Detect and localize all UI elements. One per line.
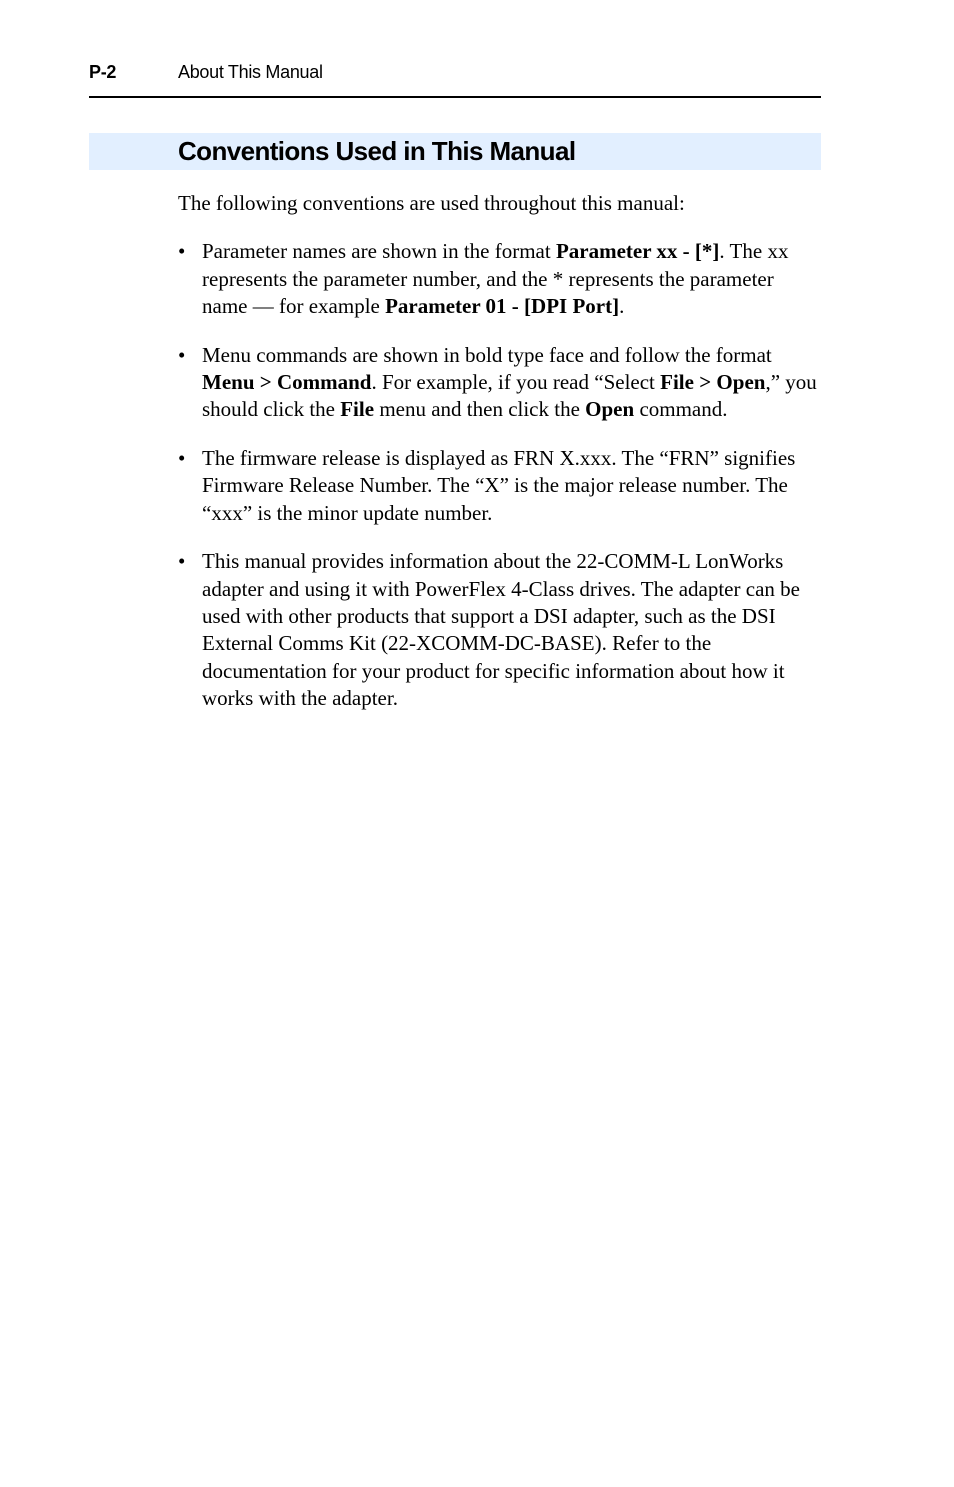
list-item-text: ,” you should click the	[202, 369, 817, 422]
header-rule	[89, 96, 821, 98]
list-item-bold: Open	[585, 397, 635, 422]
bullet-icon: •	[178, 342, 186, 367]
running-header-title: About This Manual	[178, 62, 323, 82]
list-item	[178, 548, 821, 712]
conventions-list	[178, 238, 821, 712]
list-item-text: command.	[634, 397, 728, 422]
list-item	[178, 342, 821, 424]
intro-paragraph: The following conventions are used throughout this manual:	[178, 191, 685, 215]
list-item-bold: File > Open	[660, 369, 766, 394]
list-item-bold: Menu > Command	[202, 369, 372, 394]
bullet-icon: •	[178, 549, 186, 574]
page-number: P-2	[89, 62, 117, 82]
list-item	[178, 238, 821, 320]
list-item-bold: Parameter 01 - [DPI Port]	[385, 293, 620, 318]
list-item-text: menu and then click the	[374, 397, 586, 422]
section-heading: Conventions Used in This Manual	[178, 136, 576, 166]
list-item-text: Parameter names are shown in the format	[202, 239, 556, 264]
list-item-text: Menu commands are shown in bold type face and follow the format	[202, 342, 772, 367]
list-item	[178, 445, 821, 527]
body-content	[178, 190, 821, 734]
list-item-bold: File	[340, 397, 375, 422]
list-item-text: . For example, if you read “Select	[371, 369, 661, 394]
list-item-bold: Parameter xx - [*]	[555, 239, 720, 264]
list-item-text: . The xx represents the parameter number, and the * represents the parameter name — for example	[202, 239, 789, 318]
list-item-text: The firmware release is displayed as FRN X.xxx. The “FRN” signifies Firmware Release Number. The “X” is the major release number. The “xxx” is the minor update number.	[202, 446, 796, 525]
bullet-icon: •	[178, 446, 186, 471]
list-item-text: .	[619, 293, 625, 318]
list-item-text: This manual provides information about the 22-COMM-L LonWorks adapter and using it with PowerFlex 4-Class drives. The adapter can be used with other products that support a DSI adapter, such as the DSI External Comms Kit (22-XCOMM-DC-BASE). Refer to the documentation for your product for specific information about how it works with the adapter.	[202, 549, 800, 710]
bullet-icon: •	[178, 239, 186, 264]
